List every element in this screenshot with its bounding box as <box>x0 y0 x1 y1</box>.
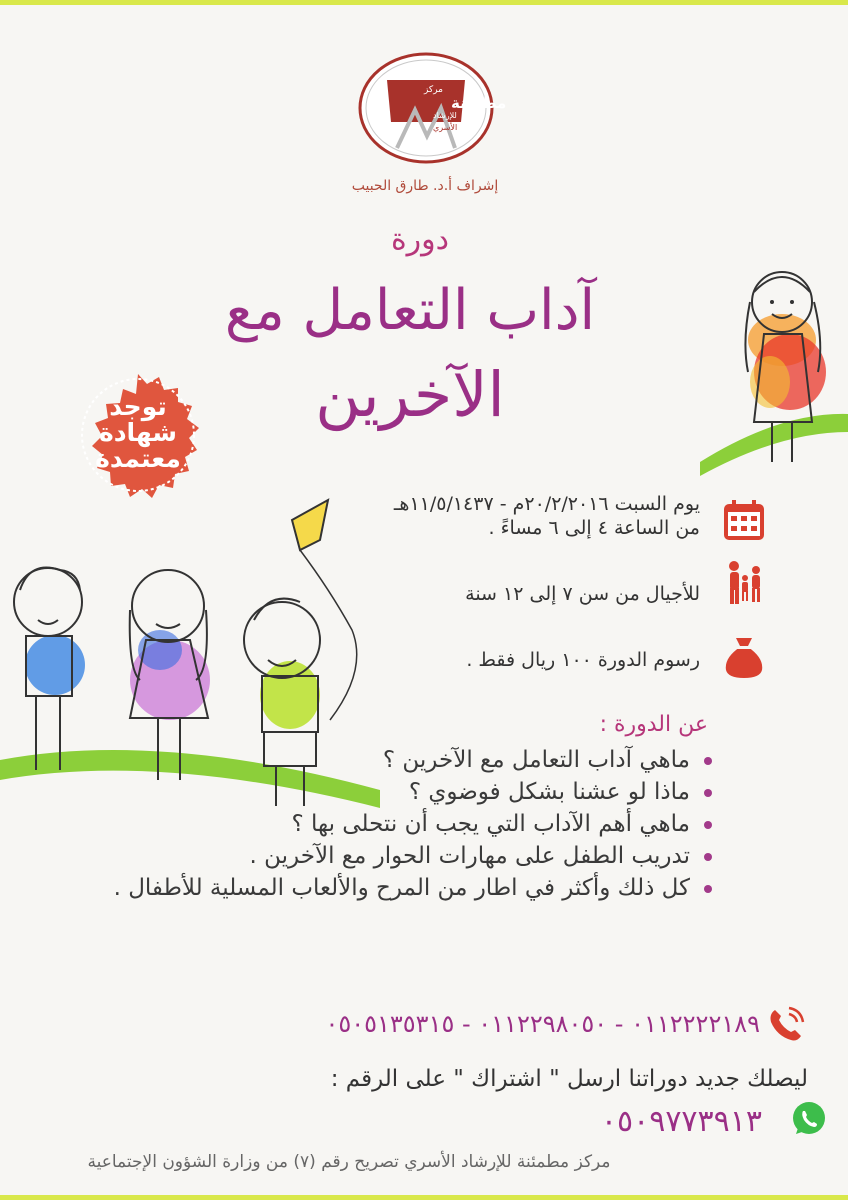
about-item-2: ماذا لو عشنا بشكل فوضوي ؟ <box>98 776 718 808</box>
course-title-line1: آداب التعامل مع <box>224 278 596 343</box>
about-item-5: كل ذلك وأكثر في اطار من المرح والألعاب المسلية للأطفال . <box>98 872 718 904</box>
logo-sub1: للإرشاد <box>433 111 457 120</box>
course-label: دورة <box>390 222 450 257</box>
date-line1: يوم السبت ٢٠/٢/٢٠١٦م - ١١/٥/١٤٣٧هـ <box>393 493 700 515</box>
about-item-3: ماهي أهم الآداب التي يجب أن نتحلى بها ؟ <box>98 808 718 840</box>
badge-line2: شهادة <box>98 418 178 447</box>
whatsapp-icon <box>790 1100 828 1138</box>
subscribe-text: ليصلك جديد دوراتنا ارسل " اشتراك " على الرقم : <box>330 1066 808 1092</box>
whatsapp-number[interactable]: ٠٥٠٩٧٧٣٩١٣ <box>600 1104 762 1139</box>
logo-small-text: مركز <box>423 85 443 95</box>
girl-illustration <box>720 262 848 482</box>
calendar-icon <box>722 498 766 542</box>
fees-info: رسوم الدورة ١٠٠ ريال فقط . <box>466 649 700 671</box>
center-logo <box>357 52 507 164</box>
phone-numbers[interactable]: ٠١١٢٢٢٢١٨٩ - ٠١١٢٢٩٨٠٥٠ - ٠٥٠٥١٣٥٣١٥ <box>325 1010 760 1038</box>
date-info <box>394 492 700 540</box>
course-title-line2: الآخرين <box>315 358 505 431</box>
date-line2: من الساعة ٤ إلى ٦ مساءً . <box>488 517 700 539</box>
children-icon <box>726 558 766 608</box>
money-bag-icon <box>722 634 766 680</box>
about-item-4: تدريب الطفل على مهارات الحوار مع الآخرين . <box>98 840 718 872</box>
badge-line1: توجد <box>109 392 167 421</box>
about-list <box>98 744 718 904</box>
footer-license: مركز مطمئنة للإرشاد الأسري تصريح رقم (٧) من وزارة الشؤون الإجتماعية <box>87 1152 611 1172</box>
logo-sub2: الأسري <box>433 123 458 132</box>
badge-text <box>76 394 200 472</box>
supervision-text: إشراف أ.د. طارق الحبيب <box>351 178 499 194</box>
ages-info: للأجيال من سن ٧ إلى ١٢ سنة <box>465 583 700 605</box>
about-heading: عن الدورة : <box>599 712 708 737</box>
phone-icon <box>765 1002 807 1044</box>
logo-name: مطمئنة <box>451 94 507 112</box>
about-item-1: ماهي آداب التعامل مع الآخرين ؟ <box>98 744 718 776</box>
badge-line3: معتمدة <box>95 444 181 473</box>
